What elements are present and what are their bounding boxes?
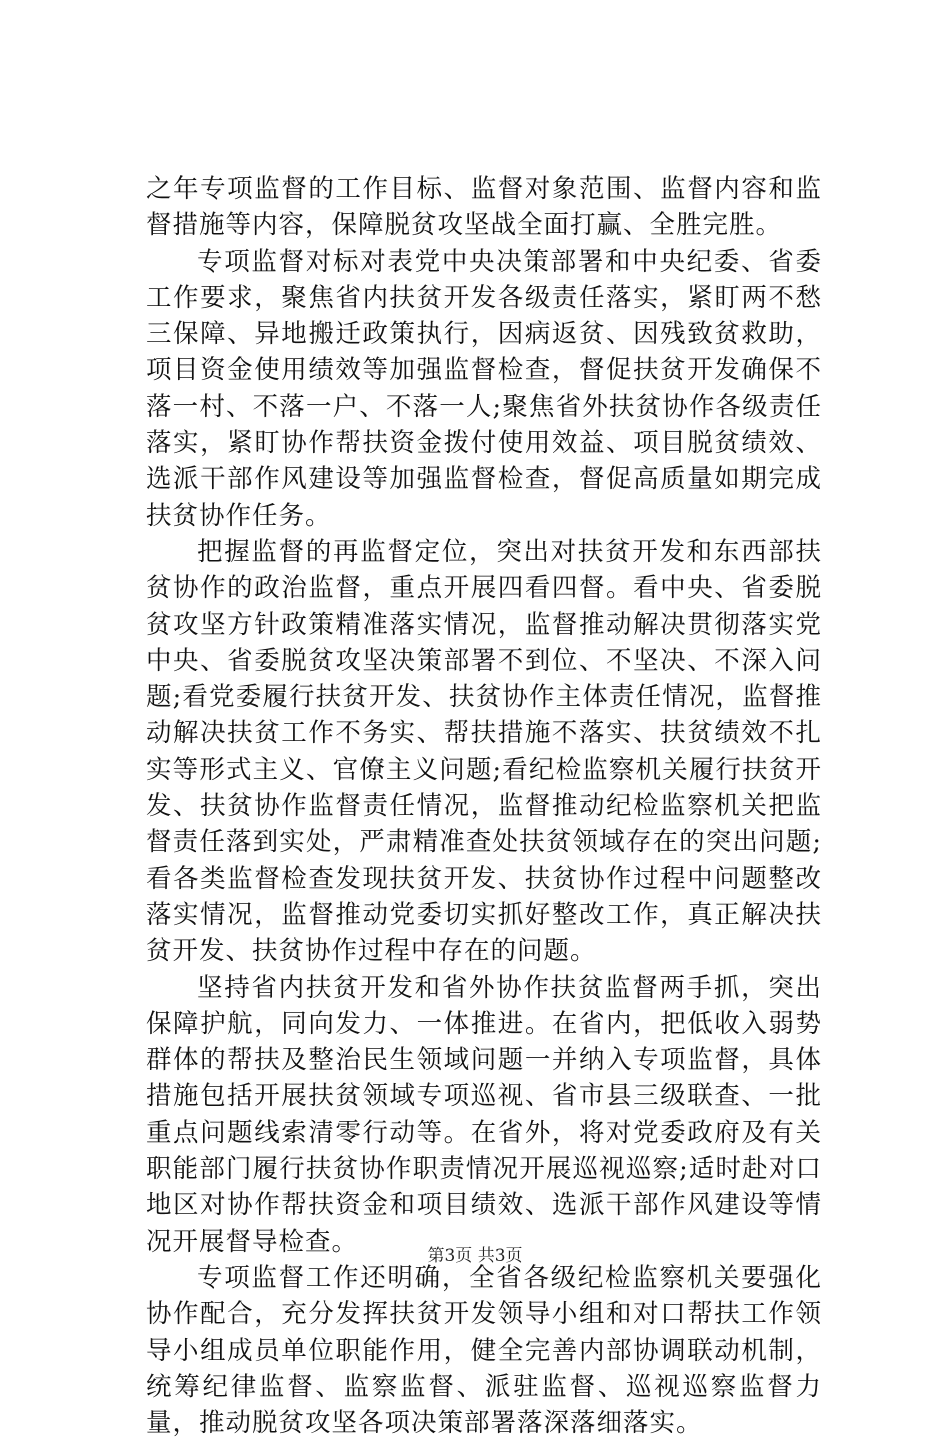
paragraph-four-checks: 把握监督的再监督定位，突出对扶贫开发和东西部扶贫协作的政治监督，重点开展四看四督。看中央、省委脱贫攻坚方针政策精准落实情况，监督推动解决贯彻落实党中央、省委脱贫攻坚决策部署不到位、不坚决、不深入问题;看党委履行扶贫开发、扶贫协作主体责任情况，监督推动解决扶贫工作不务实、帮扶措施不落实、扶贫绩效不扎实等形式主义、官僚主义问题;看纪检监察机关履行扶贫开发、扶贫协作监督责任情况，监督推动纪检监察机关把监督责任落到实处，严肃精准查处扶贫领域存在的突出问题;看各类监督检查发现扶贫开发、扶贫协作过程中问题整改落实情况，监督推动党委切实抓好整改工作，真正解决扶贫开发、扶贫协作过程中存在的问题。 [146,536,822,967]
paragraph-coordination: 专项监督工作还明确，全省各级纪检监察机关要强化协作配合，充分发挥扶贫开发领导小组和对口帮扶工作领导小组成员单位职能作用，健全完善内部协调联动机制，统筹纪律监督、监察监督、派驻监督、巡视巡察监督力量，推动脱贫攻坚各项决策部署落深落细落实。 [146,1262,822,1439]
paragraph-supervision-requirements: 专项监督对标对表党中央决策部署和中央纪委、省委工作要求，聚焦省内扶贫开发各级责任落实，紧盯两不愁三保障、异地搬迁政策执行，因病返贫、因残致贫救助，项目资金使用绩效等加强监督检查，督促扶贫开发确保不落一村、不落一户、不落一人;聚焦省外扶贫协作各级责任落实，紧盯协作帮扶资金拨付使用效益、项目脱贫绩效、选派干部作风建设等加强监督检查，督促高质量如期完成扶贫协作任务。 [146,246,822,531]
paragraph-two-pronged: 坚持省内扶贫开发和省外协作扶贫监督两手抓，突出保障护航，同向发力、一体推进。在省内，把低收入弱势群体的帮扶及整治民生领域问题一并纳入专项监督，具体措施包括开展扶贫领域专项巡视、省市县三级联查、一批重点问题线索清零行动等。在省外，将对党委政府及有关职能部门履行扶贫协作职责情况开展巡视巡察;适时赴对口地区对协作帮扶资金和项目绩效、选派干部作风建设等情况开展督导检查。 [146,972,822,1257]
paragraph-continuation: 之年专项监督的工作目标、监督对象范围、监督内容和监督措施等内容，保障脱贫攻坚战全面打赢、全胜完胜。 [146,174,822,241]
page-number: 第3页 共3页 [427,1246,523,1266]
